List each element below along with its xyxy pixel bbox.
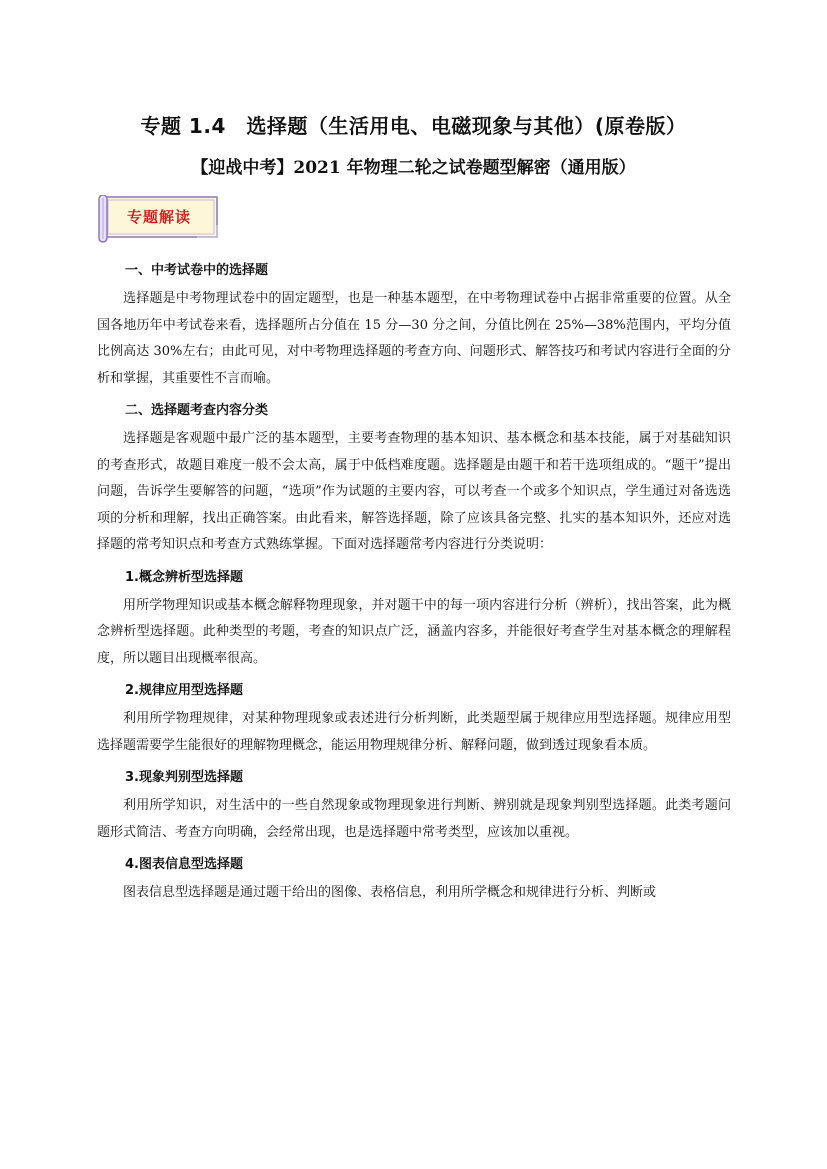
section-paragraph: 选择题是客观题中最广泛的基本题型，主要考查物理的基本知识、基本概念和基本技能，属于对基础知识的考查形式，故题目难度一般不会太高，属于中低档难度题。选择题是由题干和若干选项组成的。“题干”提出问题，告诉学生要解答的问题，“选项”作为试题的主要内容，可以考查一个或多个知识点，学生通过对备选选项的分析和理解，找出正确答案。由此看来，解答选择题，除了应该具备完整、扎实的基本知识外，还应对选择题的常考知识点和考查方式熟练掌握。下面对选择题常考内容进行分类说明：	[97, 431, 731, 552]
section-heading: 二、选择题考查内容分类	[125, 403, 269, 418]
section-paragraph: 利用所学知识，对生活中的一些自然现象或物理现象进行判断、辨别就是现象判别型选择题。此类考题问题形式简洁、考查方向明确，会经常出现，也是选择题中常考类型，应该加以重视。	[97, 798, 731, 840]
section-5	[97, 763, 731, 846]
page-subtitle: 【迎战中考】2021 年物理二轮之试卷题型解密（通用版）	[191, 158, 636, 178]
section-paragraph: 利用所学物理规律，对某种物理现象或表述进行分析判断，此类题型属于规律应用型选择题。规律应用型选择题需要学生能很好的理解物理概念，能运用物理规律分析、解释问题，做到透过现象看本质。	[97, 711, 731, 753]
section-heading: 一、中考试卷中的选择题	[125, 263, 269, 278]
section-banner	[97, 195, 219, 243]
section-2	[97, 396, 731, 559]
section-3	[97, 563, 731, 673]
section-paragraph: 图表信息型选择题是通过题干给出的图像、表格信息，利用所学概念和规律进行分析、判断或	[123, 885, 657, 900]
page-title: 专题 1.4 选择题（生活用电、电磁现象与其他）(原卷版）	[140, 114, 687, 138]
document-body	[97, 256, 731, 911]
section-heading: 4.图表信息型选择题	[125, 857, 243, 872]
section-1	[97, 256, 731, 392]
section-paragraph: 选择题是中考物理试卷中的固定题型，也是一种基本题型，在中考物理试卷中占据非常重要的位置。从全国各地历年中考试卷来看，选择题所占分值在 15 分—30 分之间，分值比例在 25%—38%范围内，平均分值比例高达 30%左右；由此可见，对中考物理选择题的考查方向、问题形式、解答技巧和考试内容进行全面的分析和掌握，其重要性不言而喻。	[97, 291, 731, 386]
banner-label: 专题解读	[126, 208, 191, 226]
section-heading: 3.现象判别型选择题	[125, 770, 243, 785]
section-heading: 2.规律应用型选择题	[125, 683, 243, 698]
section-6	[97, 850, 731, 907]
section-4	[97, 676, 731, 759]
section-paragraph: 用所学物理知识或基本概念解释物理现象，并对题干中的每一项内容进行分析（辨析），找出答案，此为概念辨析型选择题。此种类型的考题，考查的知识点广泛，涵盖内容多，并能很好考查学生对基本概念的理解程度，所以题目出现概率很高。	[97, 597, 731, 666]
section-heading: 1.概念辨析型选择题	[125, 569, 243, 585]
